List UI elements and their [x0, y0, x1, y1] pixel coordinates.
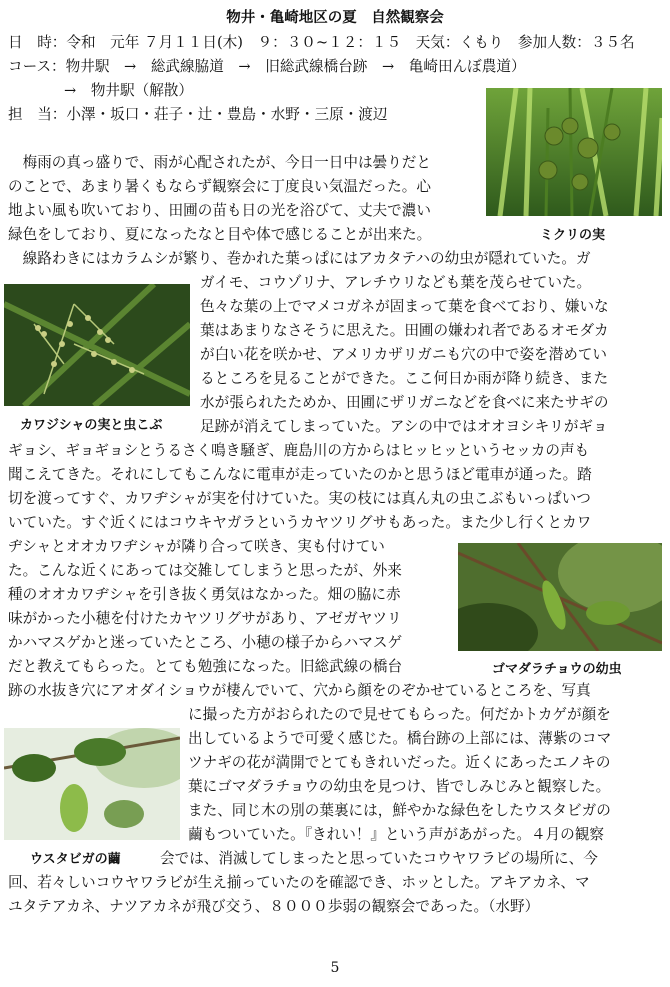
body-line: ユタテアカネ、ナツアカネが飛び交う、８０００歩弱の観察会であった。（水野） [8, 898, 540, 915]
body-line: また、同じ木の別の葉裏には，鮮やかな緑色をしたウスタビガの [188, 802, 611, 819]
body-line: が白い花を咲かせ、アメリカザリガニも穴の中で姿を潜めてい [200, 346, 608, 363]
page-title: 物井・亀崎地区の夏 自然観察会 [226, 9, 444, 26]
info-date: 日 時：令和 元年 ７月１１日(木) ９：３０~１２：１５ 天気：くもり 参加人数：３５名 [8, 34, 635, 51]
body-line: 葉はあまりなさそうに思えた。田圃の嫌われ者であるオモダカ [200, 322, 609, 339]
info-staff: 担 当：小澤・坂口・荘子・辻・豊島・水野・三原・渡辺 [8, 106, 388, 123]
body-line: 切を渡ってすぐ、カワヂシャが実を付けていた。実の枝には真ん丸の虫こぶもいっぱいつ [8, 490, 591, 507]
body-line: 聞こえてきた。それにしてもこんなに電車が走っていたのかと思うほど電車が通った。踏 [8, 466, 592, 483]
body-line: 線路わきにはカラムシが繁り、巻かれた葉っぱにはアカタテハの幼虫が隠れていた。ガ [8, 250, 591, 267]
body-line: 水が張られたためか、田圃にザリガニなどを食べに来たサギの [200, 394, 609, 411]
body-line: いていた。すぐ近くにはコウキヤガラというカヤツリグサもあった。また少し行くとカワ [8, 514, 592, 531]
body-line: ガイモ、コウゾリナ、アレチウリなども葉を茂らせていた。 [200, 274, 592, 291]
info-course: コース：物井駅 → 総武線脇道 → 旧総武線橋台跡 → 亀崎田んぼ農道） [8, 58, 526, 75]
body-line: 梅雨の真っ盛りで、雨が心配されたが、今日一日中は曇りだと [8, 154, 431, 171]
body-line: るところを見ることができた。ここ何日か雨が降り続き、また [200, 370, 609, 387]
mikuri-photo [486, 88, 662, 216]
body-line: 足跡が消えてしまっていた。アシの中ではオオヨシキリがギョ [200, 418, 608, 435]
body-line: 緑色をしており、夏になったなと目や体で感じることが出来た。 [8, 226, 432, 243]
mikuri-caption: ミクリの実 [540, 228, 606, 243]
body-line: 種のオオカワヂシャを引き抜く勇気はなかった。畑の脇に赤 [8, 586, 401, 603]
body-line: 跡の水抜き穴にアオダイショウが棲んでいて、穴から顔をのぞかせているところを、写真 [8, 682, 591, 699]
body-line: た。こんな近くにあっては交雑してしまうと思ったが、外来 [8, 562, 402, 579]
body-line: のことで、あまり暑くもならず観察会に丁度良い気温だった。心 [8, 178, 431, 195]
body-line: ヂシャとオオカワヂシャが隣り合って咲き、実も付けてい [8, 538, 385, 555]
gomadara-photo [458, 543, 662, 651]
body-line: だと教えてもらった。とても勉強になった。旧総武線の橋台 [8, 658, 403, 675]
body-line: 地よい風も吹いており、田圃の苗も日の光を浴びて、丈夫で濃い [8, 202, 431, 219]
body-line: 回、若々しいコウヤワラビが生え揃っていたのを確認でき、ホッとした。アキアカネ、マ [8, 874, 590, 891]
body-line: かハマスゲかと迷っていたところ、小穂の様子からハマスゲ [8, 634, 403, 651]
body-line: 葉にゴマダラチョウの幼虫を見つけ、皆でしみじみと観察した。 [188, 778, 611, 795]
body-line: ギョシ、ギョギョシとうるさく鳴き騒ぎ、鹿島川の方からはヒッヒッというセッカの声も [8, 442, 590, 459]
body-line: 繭もついていた。『きれい！』という声があがった。４月の観察 [188, 826, 604, 843]
gomadara-caption: ゴマダラチョウの幼虫 [492, 662, 622, 677]
usutabiga-caption: ウスタビガの繭 [30, 852, 121, 867]
body-line: 会では、消滅してしまったと思っていたコウヤワラビの場所に、今 [160, 850, 598, 867]
kawajisha-caption: カワジシャの実と虫こぶ [20, 418, 163, 433]
usutabiga-photo [4, 728, 180, 840]
page-number: 5 [330, 960, 340, 976]
kawajisha-photo [4, 284, 190, 406]
body-line: 味がかった小穂を付けたカヤツリグサがあり、アゼガヤツリ [8, 610, 402, 627]
body-line: ツナギの花が満開でとてもきれいだった。近くにあったエノキの [188, 754, 611, 771]
info-course-end: → 物井駅（解散） [64, 82, 193, 99]
body-line: に撮った方がおられたので見せてもらった。何だかトカゲが顔を [188, 706, 611, 723]
body-line: 色々な葉の上でマメコガネが固まって葉を食べており、嫌いな [200, 298, 609, 315]
body-line: 出しているようで可愛く感じた。橋台跡の上部には、薄紫のコマ [188, 730, 612, 747]
